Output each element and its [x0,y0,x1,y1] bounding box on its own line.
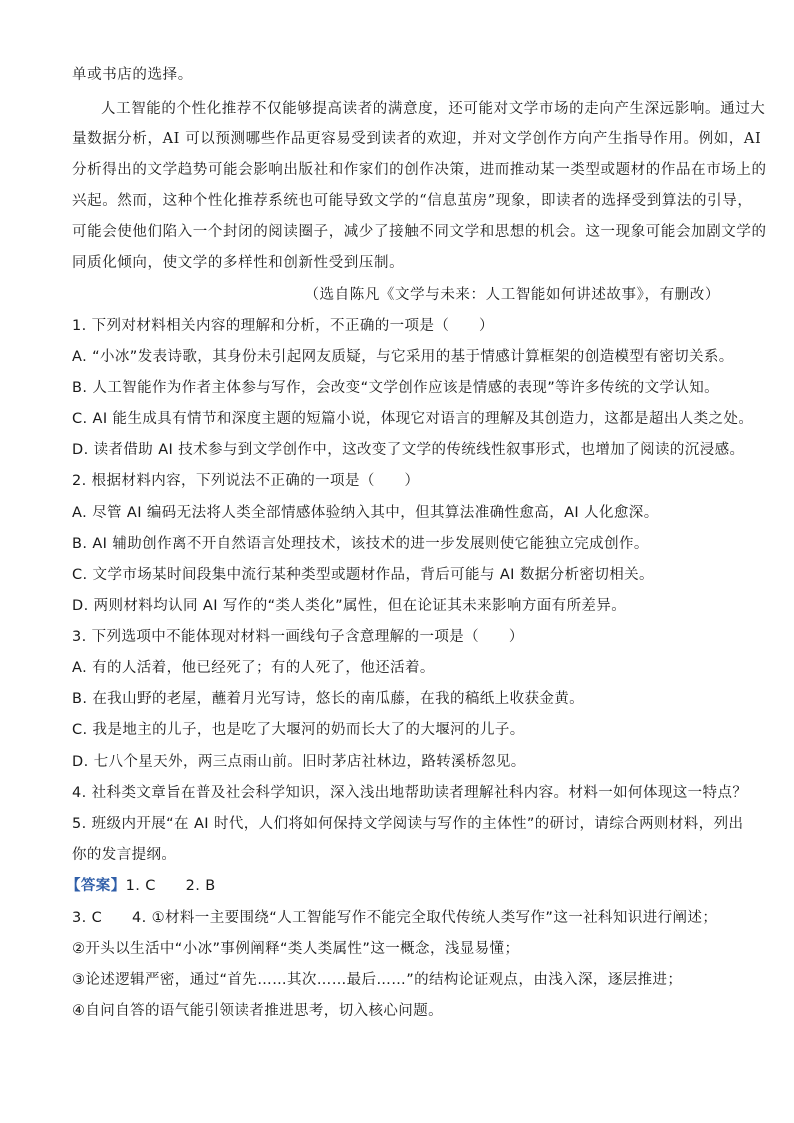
material-line-1: 单或书店的选择。 [72,67,193,83]
answer-row-1 [66,876,216,896]
question-2-stem: 2. 根据材料内容，下列说法不正确的一项是（ ） [72,473,420,489]
material-line-2: 人工智能的个性化推荐不仅能够提高读者的满意度，还可能对文学市场的走向产生深远影响。通过大 [101,101,766,117]
answer-row-3: ②开头以生活中“小冰”事例阐释“类人类属性”这一概念，浅显易懂； [72,941,520,957]
question-5-stem-line-2: 你的发言提纲。 [72,847,177,863]
question-1-option-c: C. AI 能生成具有情节和深度主题的短篇小说，体现它对语言的理解及其创造力，这都是超出人类之处。 [72,411,754,427]
answer-tag: 【答案】 [66,878,126,894]
question-2-option-a: A. 尽管 AI 编码无法将人类全部情感体验纳入其中，但其算法准确性愈高，AI 人化愈深。 [72,505,659,521]
question-3-option-a: A. 有的人活着，他已经死了；有的人死了，他还活着。 [72,660,435,676]
material-source: （选自陈凡《文学与未来：人工智能如何讲述故事》，有删改） [304,287,720,303]
question-3-option-c: C. 我是地主的儿子，也是吃了大堰河的奶而长大了的大堰河的儿子。 [72,722,525,738]
question-2-option-c: C. 文学市场某时间段集中流行某种类型或题材作品，背后可能与 AI 数据分析密切相关。 [72,567,654,583]
question-1-option-d: D. 读者借助 AI 技术参与到文学创作中，这改变了文学的传统线性叙事形式，也增加了阅读的沉浸感。 [72,442,745,458]
question-3-stem: 3. 下列选项中不能体现对材料一画线句子含意理解的一项是（ ） [72,629,524,645]
question-5-stem-line-1: 5. 班级内开展“在 AI 时代，人们将如何保持文学阅读与写作的主体性”的研讨，请综合两则材料，列出 [72,816,744,832]
material-line-3: 量数据分析，AI 可以预测哪些作品更容易受到读者的欢迎，并对文学创作方向产生指导作用。例如，AI [72,131,762,147]
question-1-option-a: A. “小冰”发表诗歌，其身份未引起网友质疑，与它采用的基于情感计算框架的创造模型有密切关系。 [72,349,734,365]
material-line-6: 可能会使他们陷入一个封闭的阅读圈子，减少了接触不同文学和思想的机会。这一现象可能会加剧文学的 [72,224,767,240]
answer-row-1-text: 1. C 2. B [125,878,216,894]
answer-row-4: ③论述逻辑严密，通过“首先……其次……最后……”的结构论证观点，由浅入深，逐层推进； [72,972,683,988]
question-3-option-d: D. 七八个星天外，两三点雨山前。旧时茅店社林边，路转溪桥忽见。 [72,754,526,770]
answer-row-2: 3. C 4. ①材料一主要围绕“人工智能写作不能完全取代传统人类写作”这一社科知识进行阐述； [72,910,718,926]
question-1-option-b: B. 人工智能作为作者主体参与写作，会改变“文学创作应该是情感的表现”等许多传统的文学认知。 [72,380,720,396]
answer-row-5: ④自问自答的语气能引领读者推进思考，切入核心问题。 [72,1003,443,1019]
material-line-4: 分析得出的文学趋势可能会影响出版社和作家们的创作决策，进而推动某一类型或题材的作品在市场上的 [72,162,767,178]
question-1-stem: 1. 下列对材料相关内容的理解和分析，不正确的一项是（ ） [72,318,494,334]
material-line-5: 兴起。然而，这种个性化推荐系统也可能导致文学的“信息茧房”现象，即读者的选择受到算法的引导， [72,193,753,209]
question-4-stem: 4. 社科类文章旨在普及社会科学知识，深入浅出地帮助读者理解社科内容。材料一如何体现这一特点？ [72,785,748,801]
question-3-option-b: B. 在我山野的老屋，蘸着月光写诗，悠长的南瓜藤，在我的稿纸上收获金黄。 [72,691,585,707]
material-line-7: 同质化倾向，使文学的多样性和创新性受到压制。 [72,255,405,271]
question-2-option-b: B. AI 辅助创作离不开自然语言处理技术，该技术的进一步发展则使它能独立完成创作。 [72,536,649,552]
question-2-option-d: D. 两则材料均认同 AI 写作的“类人类化”属性，但在论证其未来影响方面有所差异。 [72,598,627,614]
